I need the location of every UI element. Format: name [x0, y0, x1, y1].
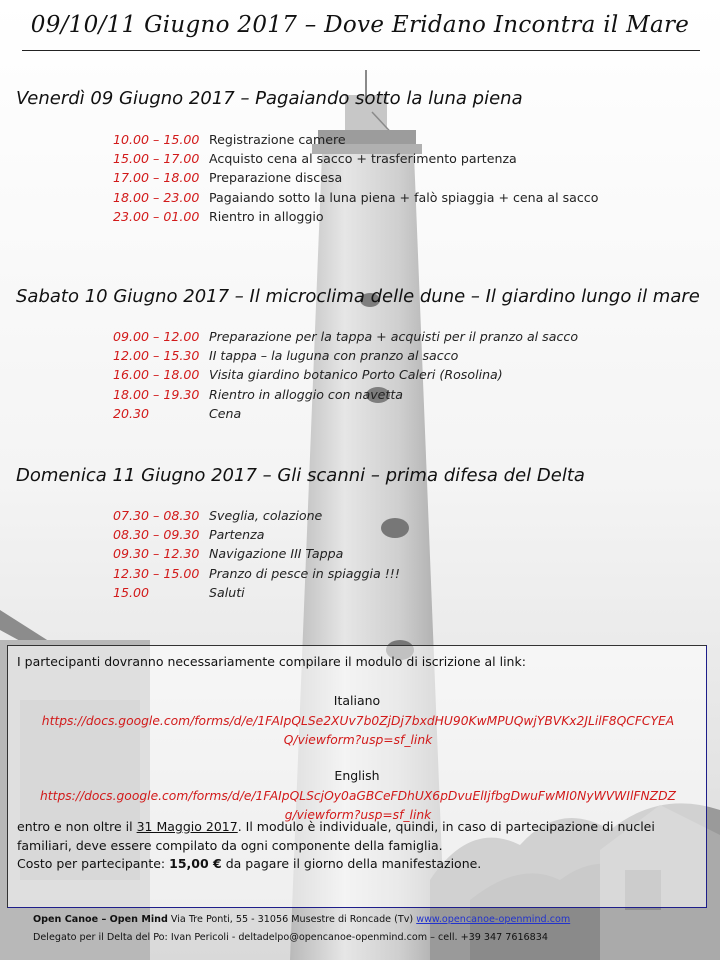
italian-form-link-line2[interactable]: Q/viewform?usp=sf_link — [283, 733, 433, 747]
activity: Acquisto cena al sacco + trasferimento partenza — [209, 151, 517, 167]
cost-post: da pagare il giorno della manifestazione. — [221, 856, 482, 871]
activity: Visita giardino botanico Porto Caleri (Rosolina) — [209, 367, 503, 383]
schedule-row — [113, 385, 578, 404]
time-slot: 16.00 – 18.00 — [113, 367, 200, 383]
footer-delegate-line: Delegato per il Delta del Po: Ivan Pericoli - deltadelpo@opencanoe-openmind.com – cell. +39 347 7616834 — [33, 932, 548, 943]
deadline-pre: entro e non oltre il — [17, 819, 137, 834]
registration-intro: I partecipanti dovranno necessariamente compilare il modulo di iscrizione al link: — [17, 654, 526, 669]
schedule-row — [113, 207, 598, 226]
activity: Partenza — [209, 527, 265, 543]
activity: Cena — [209, 405, 242, 421]
footer-website-link[interactable]: www.opencanoe-openmind.com — [416, 914, 571, 925]
cost-value: 15,00 € — [169, 856, 222, 871]
day-heading-saturday: Sabato 10 Giugno 2017 – Il microclima delle dune – Il giardino lungo il mare — [16, 286, 700, 307]
italian-label: Italiano — [333, 693, 381, 708]
page-title: 09/10/11 Giugno 2017 – Dove Eridano Incontra il Mare — [30, 12, 690, 38]
activity: Rientro in alloggio con navetta — [209, 386, 404, 402]
schedule-row — [113, 564, 400, 583]
italian-form-link-line1[interactable]: https://docs.google.com/forms/d/e/1FAIpQLSe2XUv7b0ZjDj7bxdHU90KwMPUQwjYBVKx2JLilF8QCFCYEA — [41, 714, 675, 728]
schedule-row — [113, 404, 578, 423]
activity: Sveglia, colazione — [209, 508, 323, 523]
activity: Pranzo di pesce in spiaggia !!! — [209, 565, 400, 581]
registration-info-box — [7, 645, 707, 908]
english-label: English — [334, 768, 380, 783]
day-heading-sunday: Domenica 11 Giugno 2017 – Gli scanni – prima difesa del Delta — [16, 465, 585, 486]
time-slot: 08.30 – 09.30 — [113, 527, 200, 543]
footer-address-line — [33, 914, 570, 925]
time-slot: 18.00 – 23.00 — [113, 189, 200, 205]
schedule-row — [113, 149, 598, 168]
day-heading-friday: Venerdì 09 Giugno 2017 – Pagaiando sotto la luna piena — [16, 88, 523, 109]
english-form-link-line2[interactable]: g/viewform?usp=sf_link — [284, 808, 432, 822]
activity: Registrazione camere — [209, 132, 346, 147]
schedule-row — [113, 506, 400, 525]
schedule-row — [113, 544, 400, 563]
cost-label: Costo per partecipante: — [17, 856, 170, 871]
schedule-row — [113, 525, 400, 544]
activity: Saluti — [209, 584, 245, 600]
english-form-link-line1[interactable]: https://docs.google.com/forms/d/e/1FAIpQLScjOy0aGBCeFDhUX6pDvuElIjfbgDwuFwMI0NyWVWIlFNZDZ — [40, 789, 676, 803]
schedule-friday — [113, 130, 598, 226]
time-slot: 17.00 – 18.00 — [113, 170, 200, 186]
time-slot: 15.00 — [113, 584, 150, 600]
title-divider — [22, 50, 700, 51]
activity: II tappa – la luguna con pranzo al sacco — [209, 348, 459, 364]
time-slot: 18.00 – 19.30 — [113, 386, 200, 402]
time-slot: 23.00 – 01.00 — [113, 208, 200, 224]
schedule-saturday — [113, 327, 578, 423]
activity: Preparazione per la tappa + acquisti per il pranzo al sacco — [209, 329, 579, 344]
schedule-row — [113, 583, 400, 602]
schedule-row — [113, 130, 598, 149]
time-slot: 20.30 — [113, 405, 150, 421]
schedule-row — [113, 168, 598, 187]
schedule-row — [113, 346, 578, 365]
italian-form-link[interactable] — [16, 712, 700, 750]
time-slot: 15.00 – 17.00 — [113, 151, 200, 167]
time-slot: 12.00 – 15.30 — [113, 348, 200, 364]
time-slot: 09.30 – 12.30 — [113, 546, 200, 562]
schedule-row — [113, 188, 598, 207]
registration-deadline — [17, 818, 701, 874]
schedule-sunday — [113, 506, 400, 602]
footer-org: Open Canoe – Open Mind — [33, 914, 168, 925]
schedule-row — [113, 365, 578, 384]
activity: Preparazione discesa — [209, 170, 343, 186]
time-slot: 12.30 – 15.00 — [113, 565, 200, 581]
time-slot: 10.00 – 15.00 — [113, 132, 200, 147]
time-slot: 07.30 – 08.30 — [113, 508, 200, 523]
activity: Pagaiando sotto la luna piena + falò spiaggia + cena al sacco — [209, 189, 599, 205]
deadline-post: . Il modulo è individuale, quindi, in caso di partecipazione di nuclei familiari, deve essere compilato da ogni componente della famiglia. — [17, 819, 655, 853]
activity: Navigazione III Tappa — [209, 546, 344, 562]
deadline-date: 31 Maggio 2017 — [136, 819, 238, 834]
activity: Rientro in alloggio — [209, 208, 324, 224]
time-slot: 09.00 – 12.00 — [113, 329, 200, 344]
footer-address: Via Tre Ponti, 55 - 31056 Musestre di Roncade (Tv) — [167, 914, 417, 925]
schedule-row — [113, 327, 578, 346]
